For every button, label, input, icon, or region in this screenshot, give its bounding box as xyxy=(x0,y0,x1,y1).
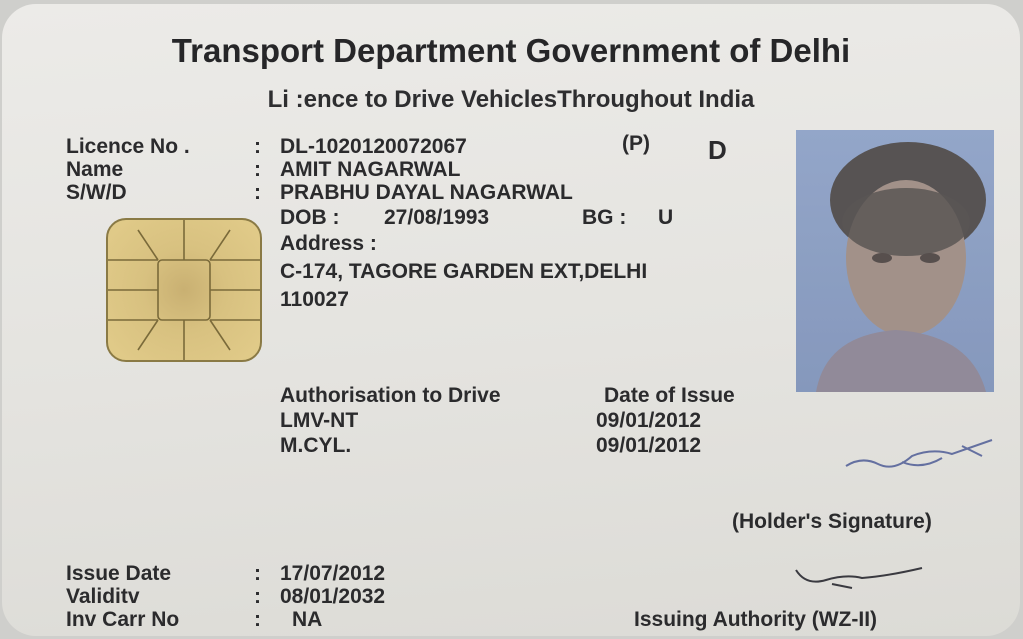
validity-value: 08/01/2032 xyxy=(280,585,386,608)
dob-value: 27/08/1993 xyxy=(384,206,490,229)
licence-type: (P) xyxy=(622,132,650,155)
validity-label: Validitv xyxy=(66,585,140,608)
auth-class-row: LMV-NT xyxy=(280,409,359,432)
inv-carr-label: Inv Carr No xyxy=(66,608,180,631)
auth-header: Authorisation to Drive xyxy=(280,384,501,407)
name-value: AMIT NAGARWAL xyxy=(280,158,461,181)
person-photo-icon xyxy=(796,130,994,392)
swd-value: PRABHU DAYAL NAGARWAL xyxy=(280,181,573,204)
issue-date-label: Issue Date xyxy=(66,562,172,585)
licence-no-label: Licence No . xyxy=(66,135,190,158)
licence-card xyxy=(2,4,1020,636)
issue-date-colon: : xyxy=(254,562,261,585)
auth-date-row: 09/01/2012 xyxy=(596,409,702,432)
bg-value: U xyxy=(658,206,674,229)
bg-label: BG : xyxy=(582,206,627,229)
name-colon: : xyxy=(254,158,261,181)
issue-date-value: 17/07/2012 xyxy=(280,562,386,585)
address-line1: C-174, TAGORE GARDEN EXT,DELHI xyxy=(280,260,648,283)
address-line2: 110027 xyxy=(280,288,349,311)
inv-carr-colon: : xyxy=(254,608,261,631)
licence-class: D xyxy=(708,135,727,165)
swd-colon: : xyxy=(254,181,261,204)
dob-label: DOB : xyxy=(280,206,340,229)
validity-colon: : xyxy=(254,585,261,608)
authority-signature-scribble xyxy=(792,560,932,594)
name-label: Name xyxy=(66,158,124,181)
card-title: Transport Department Government of Delhi xyxy=(171,32,851,69)
card-subtitle: Li :ence to Drive VehiclesThroughout India xyxy=(267,86,755,113)
date-of-issue-header: Date of Issue xyxy=(604,384,735,407)
chip-contacts-icon xyxy=(108,220,260,360)
inv-carr-value: NA xyxy=(292,608,323,631)
licence-no-colon: : xyxy=(254,135,261,158)
issuing-authority: Issuing Authority (WZ-II) xyxy=(634,608,878,631)
holder-photo xyxy=(796,130,994,392)
holder-signature-scribble xyxy=(842,426,1002,486)
auth-class-row: M.CYL. xyxy=(280,434,352,457)
smart-chip xyxy=(106,218,262,362)
holder-signature-label: (Holder's Signature) xyxy=(732,510,932,533)
swd-label: S/W/D xyxy=(66,181,127,204)
address-label: Address : xyxy=(280,232,377,255)
auth-date-row: 09/01/2012 xyxy=(596,434,702,457)
licence-no-value: DL-1020120072067 xyxy=(280,135,467,158)
